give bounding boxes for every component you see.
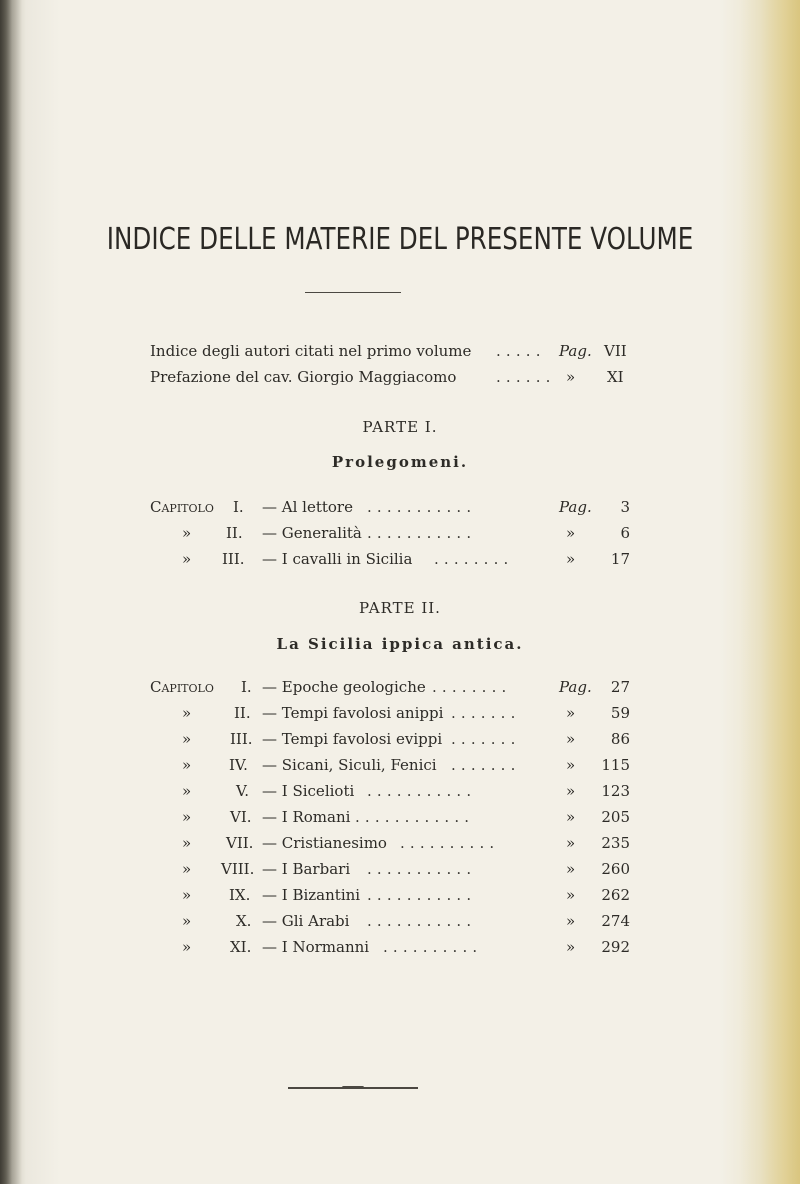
page-number: 260 (601, 860, 630, 878)
leader-dots: . . . . . . . . . . . (367, 912, 472, 930)
leader-dots: . . . . . . . (451, 704, 516, 722)
chapter-title: — I Normanni (262, 938, 370, 956)
chapter-roman: V. (236, 782, 249, 800)
chapter-row (0, 496, 800, 518)
ditto-mark: » (566, 550, 576, 568)
chapter-title: — I Barbari (262, 860, 351, 878)
chapter-title: — Al lettore (262, 498, 353, 516)
chapter-row (0, 522, 800, 544)
pag-label: Pag. (559, 678, 592, 696)
chapter-prefix: » (182, 730, 192, 748)
chapter-title: — Tempi favolosi anippi (262, 704, 444, 722)
leader-dots: . . . . . . . . (434, 550, 509, 568)
leader-dots: . . . . . . . . . . . (367, 886, 472, 904)
chapter-roman: XI. (230, 938, 252, 956)
end-ornament-rule (288, 1087, 418, 1089)
page-number: 123 (601, 782, 630, 800)
leader-dots: . . . . . . . (451, 756, 516, 774)
ditto-mark: » (566, 524, 576, 542)
page-number: 235 (601, 834, 630, 852)
leader-dots: . . . . . . . . . . . (367, 860, 472, 878)
chapter-prefix: » (182, 524, 192, 542)
binding-shadow (0, 0, 22, 1184)
leader-dots: . . . . . . . . . . (383, 938, 478, 956)
chapter-title: — I Sicelioti (262, 782, 355, 800)
chapter-roman: X. (236, 912, 252, 930)
chapter-roman: IX. (229, 886, 251, 904)
page-number: 205 (601, 808, 630, 826)
leader-dots: . . . . . . . . . . . . (355, 808, 470, 826)
page-number: 274 (601, 912, 630, 930)
chapter-row (0, 728, 800, 750)
chapter-row (0, 806, 800, 828)
chapter-prefix: » (182, 938, 192, 956)
chapter-row (0, 702, 800, 724)
entry-label: Prefazione del cav. Giorgio Maggiacomo (150, 368, 457, 386)
page-number: VII (604, 342, 627, 360)
page-number: 17 (610, 550, 630, 568)
leader-dots: . . . . . . . . . . . (367, 498, 472, 516)
page-number: 27 (610, 678, 630, 696)
ditto-mark: » (566, 938, 576, 956)
chapter-title: — I Romani (262, 808, 351, 826)
ditto-mark: » (566, 730, 576, 748)
page-number: 3 (620, 498, 630, 516)
chapter-roman: II. (234, 704, 251, 722)
chapter-roman: III. (222, 550, 245, 568)
chapter-prefix: Capitolo (150, 678, 214, 696)
chapter-row (0, 936, 800, 958)
chapter-row (0, 548, 800, 570)
leader-dots: . . . . . (496, 342, 541, 360)
part-1-subtitle: Prolegomeni. (331, 453, 469, 471)
page-number: 262 (601, 886, 630, 904)
leader-dots: . . . . . . . . (432, 678, 507, 696)
chapter-row (0, 858, 800, 880)
page-number: 292 (601, 938, 630, 956)
chapter-title: — Tempi favolosi evippi (262, 730, 443, 748)
chapter-prefix: » (182, 704, 192, 722)
chapter-prefix: » (182, 756, 192, 774)
chapter-prefix: » (182, 860, 192, 878)
page-number: XI (607, 368, 624, 386)
ditto-mark: » (566, 886, 576, 904)
chapter-row (0, 676, 800, 698)
chapter-prefix: » (182, 834, 192, 852)
chapter-roman: VII. (226, 834, 254, 852)
title-divider (305, 292, 401, 293)
page-title: INDICE DELLE MATERIE DEL PRESENTE VOLUME (106, 222, 694, 257)
page-edge-stain (740, 0, 800, 1184)
chapter-roman: VI. (230, 808, 252, 826)
ditto-mark: » (566, 834, 576, 852)
pag-label: Pag. (559, 498, 592, 516)
page-number: 115 (601, 756, 630, 774)
ditto-mark: » (566, 704, 576, 722)
chapter-row (0, 832, 800, 854)
chapter-prefix: » (182, 912, 192, 930)
page-number: 86 (610, 730, 630, 748)
chapter-title: — Epoche geologiche (262, 678, 426, 696)
chapter-prefix: » (182, 782, 192, 800)
chapter-row (0, 884, 800, 906)
chapter-row (0, 780, 800, 802)
chapter-row (0, 754, 800, 776)
chapter-roman: I. (233, 498, 244, 516)
part-1-heading: PARTE I. (362, 418, 438, 436)
part-2-heading: PARTE II. (359, 599, 441, 617)
chapter-roman: I. (241, 678, 252, 696)
toc-entry-front-1 (0, 340, 800, 362)
leader-dots: . . . . . . . . . . . (367, 782, 472, 800)
chapter-title: — I Bizantini (262, 886, 361, 904)
chapter-title: — Sicani, Siculi, Fenici (262, 756, 437, 774)
toc-entry-front-2 (0, 366, 800, 388)
chapter-roman: IV. (229, 756, 248, 774)
ditto-mark: » (566, 756, 576, 774)
ditto-mark: » (566, 368, 576, 386)
chapter-title: — I cavalli in Sicilia (262, 550, 413, 568)
leader-dots: . . . . . . . (451, 730, 516, 748)
chapter-row (0, 910, 800, 932)
chapter-roman: III. (230, 730, 253, 748)
chapter-roman: II. (226, 524, 243, 542)
leader-dots: . . . . . . (496, 368, 551, 386)
ditto-mark: » (566, 912, 576, 930)
leader-dots: . . . . . . . . . . (400, 834, 495, 852)
chapter-title: — Cristianesimo (262, 834, 387, 852)
chapter-prefix: Capitolo (150, 498, 214, 516)
page-number: 59 (610, 704, 630, 722)
ditto-mark: » (566, 782, 576, 800)
chapter-title: — Generalità (262, 524, 362, 542)
part-2-subtitle: La Sicilia ippica antica. (276, 635, 524, 653)
chapter-title: — Gli Arabi (262, 912, 350, 930)
page-number: 6 (620, 524, 630, 542)
entry-label: Indice degli autori citati nel primo volume (150, 342, 472, 360)
ditto-mark: » (566, 860, 576, 878)
chapter-roman: VIII. (221, 860, 255, 878)
chapter-prefix: » (182, 808, 192, 826)
chapter-prefix: » (182, 886, 192, 904)
ditto-mark: » (566, 808, 576, 826)
pag-label: Pag. (559, 342, 592, 360)
leader-dots: . . . . . . . . . . . (367, 524, 472, 542)
chapter-prefix: » (182, 550, 192, 568)
